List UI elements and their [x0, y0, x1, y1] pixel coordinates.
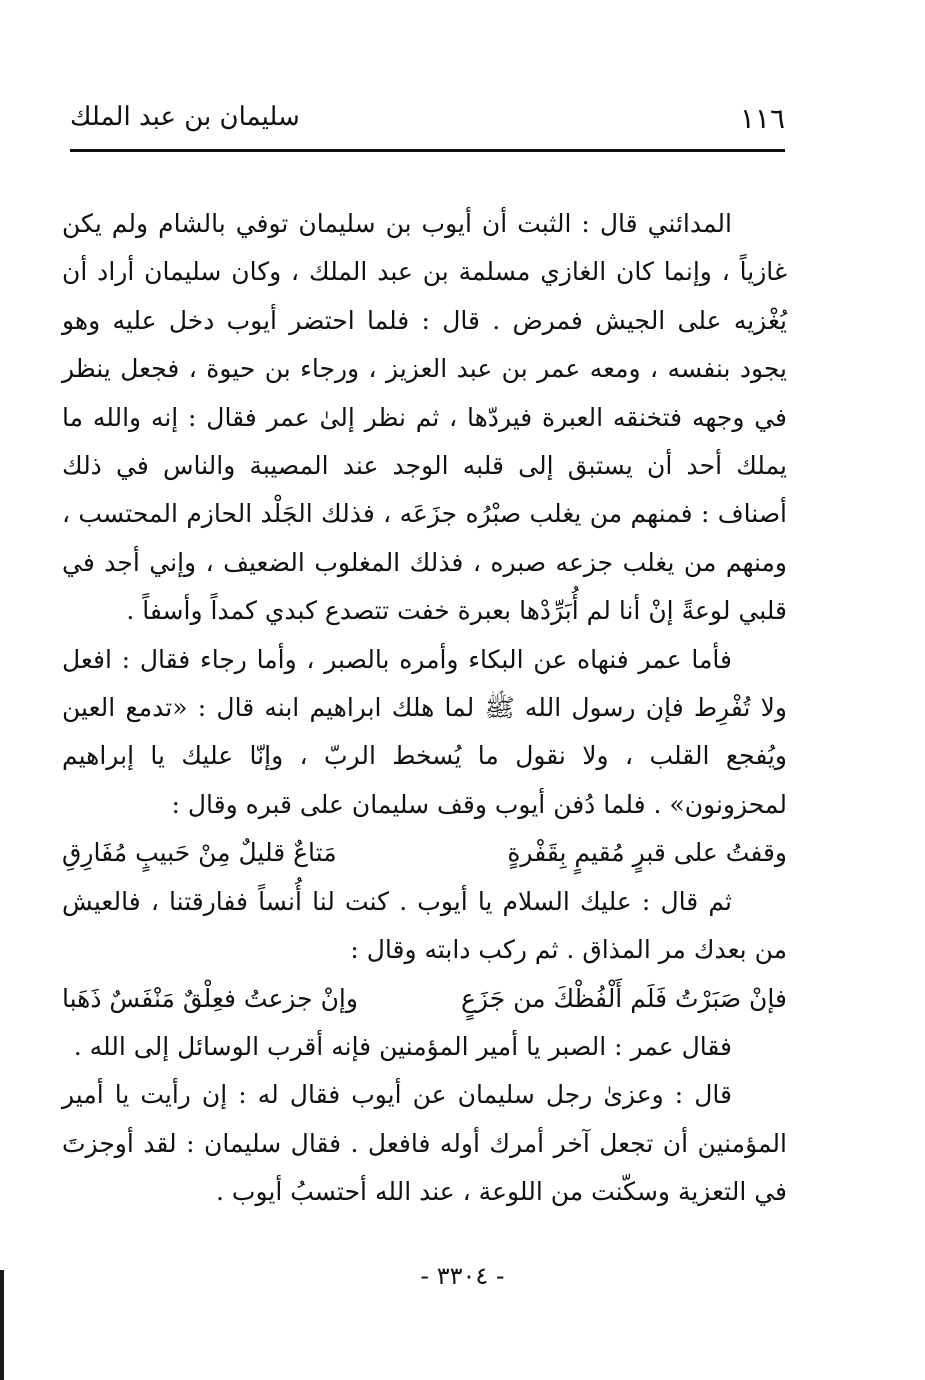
page-body: [62, 200, 787, 1217]
header-page-number: ١١٦: [739, 102, 785, 135]
paragraph-4: فقال عمر : الصبر يا أمير المؤمنين فإنه أقرب الوسائل إلى الله .: [73, 1031, 732, 1061]
paragraph-2: فأما عمر فنهاه عن البكاء وأمره بالصبر ، وأما رجاء فقال : افعل ولا تُفْرِط فإن رسول الله ﷺ لما هلك ابراهيم ابنه قال : «تدمع العين ويُفجع القلب ، ولا نقول ما يُسخط الربّ ، وإنّا عليك يا إبراهيم لمحزونون» . فلما دُفن أيوب وقف سليمان على قبره وقال :: [62, 644, 787, 819]
verse-2-first-hemistich: فإنْ صَبَرْتُ فَلَم أَلْفُظْكَ من جَزَعٍ: [460, 983, 787, 1013]
scan-edge-mark: [0, 1270, 4, 1380]
verse-2: [62, 975, 787, 1023]
verse-1-first-hemistich: وقفتُ على قبرٍ مُقيمٍ بِقَفْرةٍ: [507, 838, 787, 868]
footer-page-number: - ٣٣٠٤ -: [420, 1262, 505, 1290]
paragraph-3: ثم قال : عليك السلام يا أيوب . كنت لنا أُنساً ففارقتنا ، فالعيش من بعدك مر المذاق . ثم ركب دابته وقال :: [62, 886, 787, 965]
paragraph-5: قال : وعزىٰ رجل سليمان عن أيوب فقال له : إن رأيت يا أمير المؤمنين أن تجعل آخر أمرك أوله فافعل . فقال سليمان : لقد أوجزتَ في التعزية وسكّنت من اللوعة ، عند الله أحتسبُ أيوب .: [62, 1080, 787, 1207]
verse-2-second-hemistich: وإنْ جزعتُ فعِلْقٌ مَنْفَسٌ ذَهَبا: [62, 983, 358, 1013]
verse-1: [62, 829, 787, 877]
running-title: سليمان بن عبد الملك: [70, 102, 300, 132]
paragraph-1: المدائني قال : الثبت أن أيوب بن سليمان توفي بالشام ولم يكن غازياً ، وإنما كان الغازي مسلمة بن عبد الملك ، وكان سليمان أراد أن يُغْزيه على الجيش فمرض . قال : فلما احتضر أيوب دخل عليه وهو يجود بنفسه ، ومعه عمر بن عبد العزيز ، ورجاء بن حيوة ، فجعل ينظر في وجهه فتخنقه العبرة فيردّها ، ثم نظر إلىٰ عمر فقال : إنه والله ما يملك أحد أن يستبق إلى قلبه الوجد عند المصيبة والناس في ذلك أصناف : فمنهم من يغلب صبْرُه جزَعَه ، فذلك الجَلْد الحازم المحتسب ، ومنهم من يغلب جزعه صبره ، فذلك المغلوب الضعيف ، وإني أجد في قلبي لوعةً إنْ أنا لم أُبَرِّدْها بعبرة خفت تتصدع كبدي كمداً وأسفاً .: [62, 209, 787, 626]
verse-1-second-hemistich: مَتاعٌ قليلٌ مِنْ حَبيبٍ مُفَارِقِ: [62, 838, 337, 868]
header-divider: [70, 149, 785, 152]
page-header: [70, 98, 785, 146]
